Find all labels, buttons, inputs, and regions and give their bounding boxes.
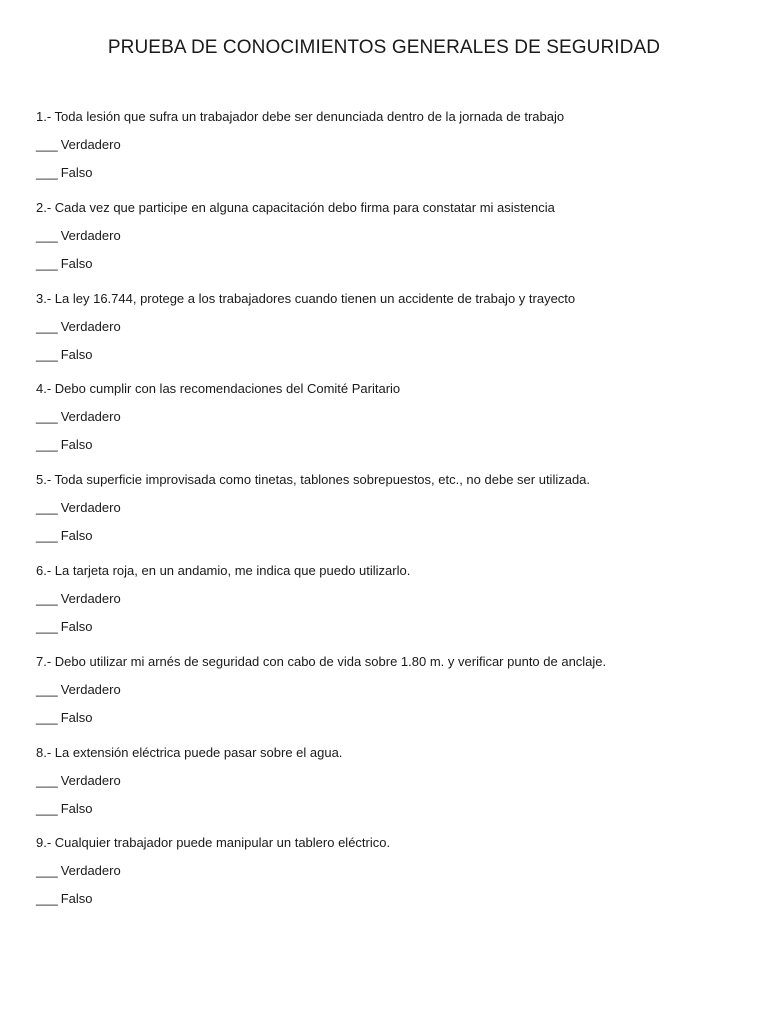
question-item <box>36 107 756 198</box>
option-falso[interactable] <box>36 427 756 455</box>
question-text: 6.- La tarjeta roja, en un andamio, me indica que puedo utilizarlo. <box>36 562 411 578</box>
option-falso[interactable] <box>36 791 756 819</box>
answer-blank[interactable]: ___ <box>36 863 58 879</box>
question-text: 3.- La ley 16.744, protege a los trabajadores cuando tienen un accidente de trabajo y trayecto <box>36 290 576 306</box>
question-item <box>36 470 756 561</box>
option-label: Falso <box>60 346 93 362</box>
question-item <box>36 652 756 743</box>
answer-blank[interactable]: ___ <box>36 709 58 725</box>
question-text: 1.- Toda lesión que sufra un trabajador debe ser denunciada dentro de la jornada de trabajo <box>36 109 565 124</box>
answer-blank[interactable]: ___ <box>36 891 58 907</box>
question-text: 8.- La extensión eléctrica puede pasar sobre el agua. <box>36 744 343 760</box>
option-label: Falso <box>60 618 93 634</box>
answer-blank[interactable]: ___ <box>36 165 58 180</box>
question-text: 9.- Cualquier trabajador puede manipular un tablero eléctrico. <box>36 835 391 851</box>
option-verdadero[interactable] <box>36 581 756 609</box>
option-falso[interactable] <box>36 700 756 728</box>
option-falso[interactable] <box>36 518 756 546</box>
question-item <box>36 743 756 834</box>
answer-blank[interactable]: ___ <box>36 409 58 425</box>
question-text: 2.- Cada vez que participe en alguna capacitación debo firma para constatar mi asistencia <box>36 199 555 215</box>
option-label: Falso <box>60 709 93 725</box>
option-label: Verdadero <box>60 590 121 606</box>
option-falso[interactable] <box>36 609 756 637</box>
option-label: Verdadero <box>60 137 121 152</box>
question-list <box>36 107 756 924</box>
answer-blank[interactable]: ___ <box>36 800 58 816</box>
option-falso[interactable] <box>36 246 756 274</box>
option-label: Verdadero <box>60 681 121 697</box>
answer-blank[interactable]: ___ <box>36 255 58 271</box>
option-label: Verdadero <box>60 772 121 788</box>
option-verdadero[interactable] <box>36 490 756 518</box>
page-title: PRUEBA DE CONOCIMIENTOS GENERALES DE SEGURIDAD <box>107 37 661 58</box>
question-item <box>36 561 756 652</box>
question-item <box>36 833 756 924</box>
option-label: Falso <box>60 255 93 271</box>
option-label: Verdadero <box>60 318 121 334</box>
option-label: Falso <box>60 528 93 544</box>
option-label: Falso <box>60 800 93 816</box>
question-item <box>36 379 756 470</box>
option-label: Falso <box>60 165 93 180</box>
option-label: Falso <box>60 437 93 453</box>
answer-blank[interactable]: ___ <box>36 681 58 697</box>
option-label: Verdadero <box>60 500 121 516</box>
answer-blank[interactable]: ___ <box>36 437 58 453</box>
answer-blank[interactable]: ___ <box>36 227 58 243</box>
answer-blank[interactable]: ___ <box>36 528 58 544</box>
answer-blank[interactable]: ___ <box>36 137 58 152</box>
question-text: 4.- Debo cumplir con las recomendaciones del Comité Paritario <box>36 381 401 397</box>
option-label: Verdadero <box>60 227 121 243</box>
answer-blank[interactable]: ___ <box>36 500 58 516</box>
option-falso[interactable] <box>36 155 756 183</box>
option-label: Verdadero <box>60 863 121 879</box>
option-verdadero[interactable] <box>36 672 756 700</box>
answer-blank[interactable]: ___ <box>36 618 58 634</box>
option-verdadero[interactable] <box>36 309 756 337</box>
option-falso[interactable] <box>36 881 756 909</box>
option-label: Verdadero <box>60 409 121 425</box>
option-verdadero[interactable] <box>36 127 756 155</box>
question-text: 5.- Toda superficie improvisada como tinetas, tablones sobrepuestos, etc., no debe ser utilizada. <box>36 472 591 488</box>
option-label: Falso <box>60 891 93 907</box>
answer-blank[interactable]: ___ <box>36 318 58 334</box>
question-item <box>36 198 756 289</box>
question-item <box>36 289 756 380</box>
option-verdadero[interactable] <box>36 399 756 427</box>
answer-blank[interactable]: ___ <box>36 772 58 788</box>
option-verdadero[interactable] <box>36 218 756 246</box>
answer-blank[interactable]: ___ <box>36 590 58 606</box>
answer-blank[interactable]: ___ <box>36 346 58 362</box>
question-text: 7.- Debo utilizar mi arnés de seguridad con cabo de vida sobre 1.80 m. y verificar punto de anclaje. <box>36 653 607 669</box>
option-verdadero[interactable] <box>36 763 756 791</box>
option-falso[interactable] <box>36 337 756 365</box>
option-verdadero[interactable] <box>36 853 756 881</box>
